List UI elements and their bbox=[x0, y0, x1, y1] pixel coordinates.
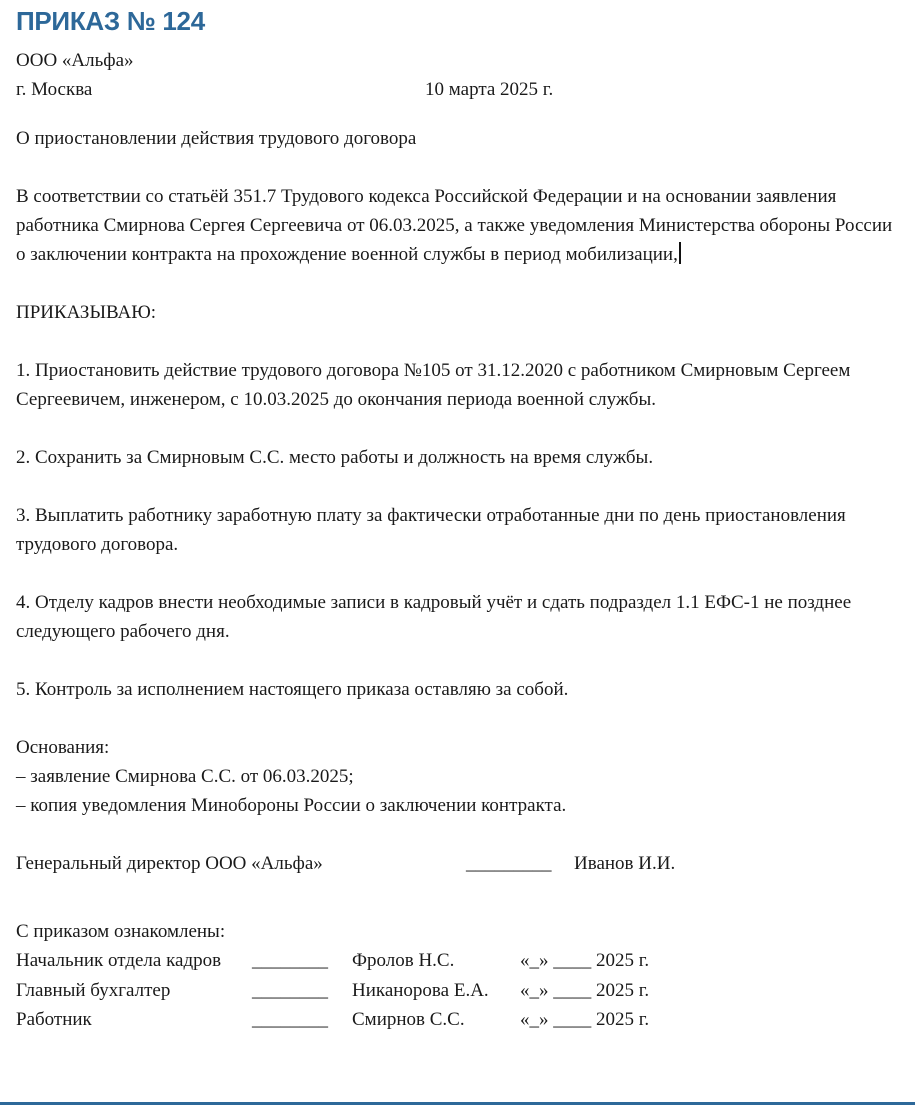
acknowledgement-row-accountant bbox=[16, 976, 895, 1006]
director-signature-line: _________ bbox=[466, 853, 552, 874]
signature-line: ________ bbox=[252, 950, 328, 971]
organization-line: ООО «Альфа» bbox=[16, 50, 134, 71]
order-item-4: 4. Отделу кадров внести необходимые записи в кадровый учёт и сдать подраздел 1.1 ЕФС-1 не позднее следующего рабочего дня. bbox=[16, 592, 852, 642]
director-signature-row bbox=[16, 849, 895, 878]
date-blank: «_» ____ 2025 г. bbox=[520, 979, 650, 1001]
order-item-1: 1. Приостановить действие трудового договора №105 от 31.12.2020 с работником Смирновым Сергеем Сергеевичем, инженером, с 10.03.2025 до окончания периода военной службы. bbox=[16, 360, 851, 410]
director-name: Иванов И.И. bbox=[574, 853, 676, 874]
document-date: 10 марта 2025 г. bbox=[425, 79, 554, 100]
document-title: ПРИКАЗ № 124 bbox=[16, 6, 205, 36]
preamble-paragraph bbox=[16, 182, 895, 269]
date-blank: «_» ____ 2025 г. bbox=[520, 1009, 650, 1030]
order-item-5: 5. Контроль за исполнением настоящего приказа оставляю за собой. bbox=[16, 679, 569, 700]
acknowledgement-label: С приказом ознакомлены: bbox=[16, 921, 226, 942]
order-item-3: 3. Выплатить работнику заработную плату за фактически отработанные дни по день приостановления трудового договора. bbox=[16, 505, 846, 555]
signer-role: Главный бухгалтер bbox=[16, 979, 171, 1001]
signer-name: Фролов Н.С. bbox=[352, 950, 455, 971]
signer-name: Никанорова Е.А. bbox=[352, 979, 489, 1001]
signer-name: Смирнов С.С. bbox=[352, 1009, 465, 1030]
city-date-row bbox=[16, 75, 895, 104]
signer-role: Работник bbox=[16, 1009, 92, 1030]
text-cursor bbox=[679, 242, 681, 264]
order-item-2: 2. Сохранить за Смирновым С.С. место работы и должность на время службы. bbox=[16, 447, 654, 468]
preamble-text: В соответствии со статьёй 351.7 Трудового кодекса Российской Федерации и на основании заявления работника Смирнова Сергея Сергеевича от 06.03.2025, а также уведомления Министерства обороны России о заключении контракта на прохождение военной службы в период мобилизации, bbox=[16, 186, 893, 265]
acknowledgement-row-hr bbox=[16, 946, 895, 976]
director-role: Генеральный директор ООО «Альфа» bbox=[16, 853, 323, 874]
grounds-item-1: – заявление Смирнова С.С. от 06.03.2025; bbox=[16, 766, 354, 787]
signature-line: ________ bbox=[252, 979, 328, 1001]
subject-line: О приостановлении действия трудового договора bbox=[16, 128, 417, 149]
grounds-item-2: – копия уведомления Минобороны России о заключении контракта. bbox=[16, 795, 567, 816]
signature-line: ________ bbox=[252, 1009, 328, 1030]
grounds-label: Основания: bbox=[16, 737, 110, 758]
acknowledgement-block bbox=[16, 917, 895, 1035]
date-blank: «_» ____ 2025 г. bbox=[520, 950, 650, 971]
order-heading: ПРИКАЗЫВАЮ: bbox=[16, 302, 157, 323]
signer-role: Начальник отдела кадров bbox=[16, 950, 222, 971]
city-label: г. Москва bbox=[16, 79, 93, 100]
acknowledgement-row-employee bbox=[16, 1005, 895, 1035]
grounds-block bbox=[16, 733, 895, 820]
